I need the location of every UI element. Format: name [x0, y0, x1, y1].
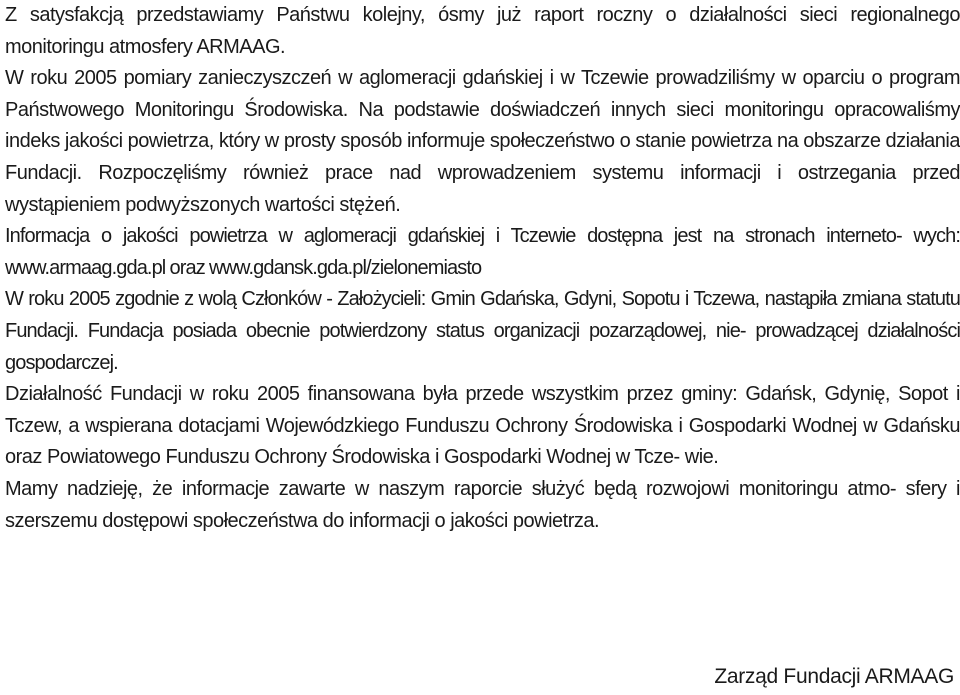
paragraph-intro: Z satysfakcją przedstawiamy Państwu kolejny, ósmy już raport roczny o działalności sieci regionalnego monitoringu atmosfery ARMAAG. — [5, 4, 960, 58]
paragraph-websites: Informacja o jakości powietrza w aglomeracji gdańskiej i Tczewie dostępna jest na stronach interneto- wych: www.armaag.gda.pl oraz www.gdansk.gda.pl/zielonemiasto — [5, 225, 960, 279]
document-page — [5, 0, 960, 695]
report-introduction-text — [5, 0, 960, 537]
paragraph-measurements: W roku 2005 pomiary zanieczyszczeń w aglomeracji gdańskiej i w Tczewie prowadziliśmy w oparciu o program Państwowego Monitoringu Środowiska. Na podstawie doświadczeń innych sieci monitoringu opracowaliśmy indeks jakości powietrza, który w prosty sposób informuje społeczeństwo o stanie powietrza na obszarze działania Fundacji. Rozpoczęliśmy również prace nad wprowadzeniem systemu informacji i ostrzegania przed wystąpieniem podwyższonych wartości stężeń. — [5, 67, 960, 216]
signature: Zarząd Fundacji ARMAAG — [714, 665, 954, 688]
paragraph-closing: Mamy nadzieję, że informacje zawarte w naszym raporcie służyć będą rozwojowi monitoringu atmo- sfery i szerszemu dostępowi społeczeństwa do informacji o jakości powietrza. — [5, 477, 960, 532]
paragraph-statute: W roku 2005 zgodnie z wolą Członków - Założycieli: Gmin Gdańska, Gdyni, Sopotu i Tczewa, nastąpiła zmiana statutu Fundacji. Fundacja posiada obecnie potwierdzony status organizacji pozarządowej, nie- prowadzącej działalności gospodarczej. — [5, 288, 960, 374]
paragraph-financing: Działalność Fundacji w roku 2005 finansowana była przede wszystkim przez gminy: Gdańsk, Gdynię, Sopot i Tczew, a wspierana dotacjami Wojewódzkiego Funduszu Ochrony Środowiska i Gospodarki Wodnej w Gdańsku oraz Powiatowego Funduszu Ochrony Środowiska i Gospodarki Wodnej w Tcze- wie. — [5, 383, 960, 469]
